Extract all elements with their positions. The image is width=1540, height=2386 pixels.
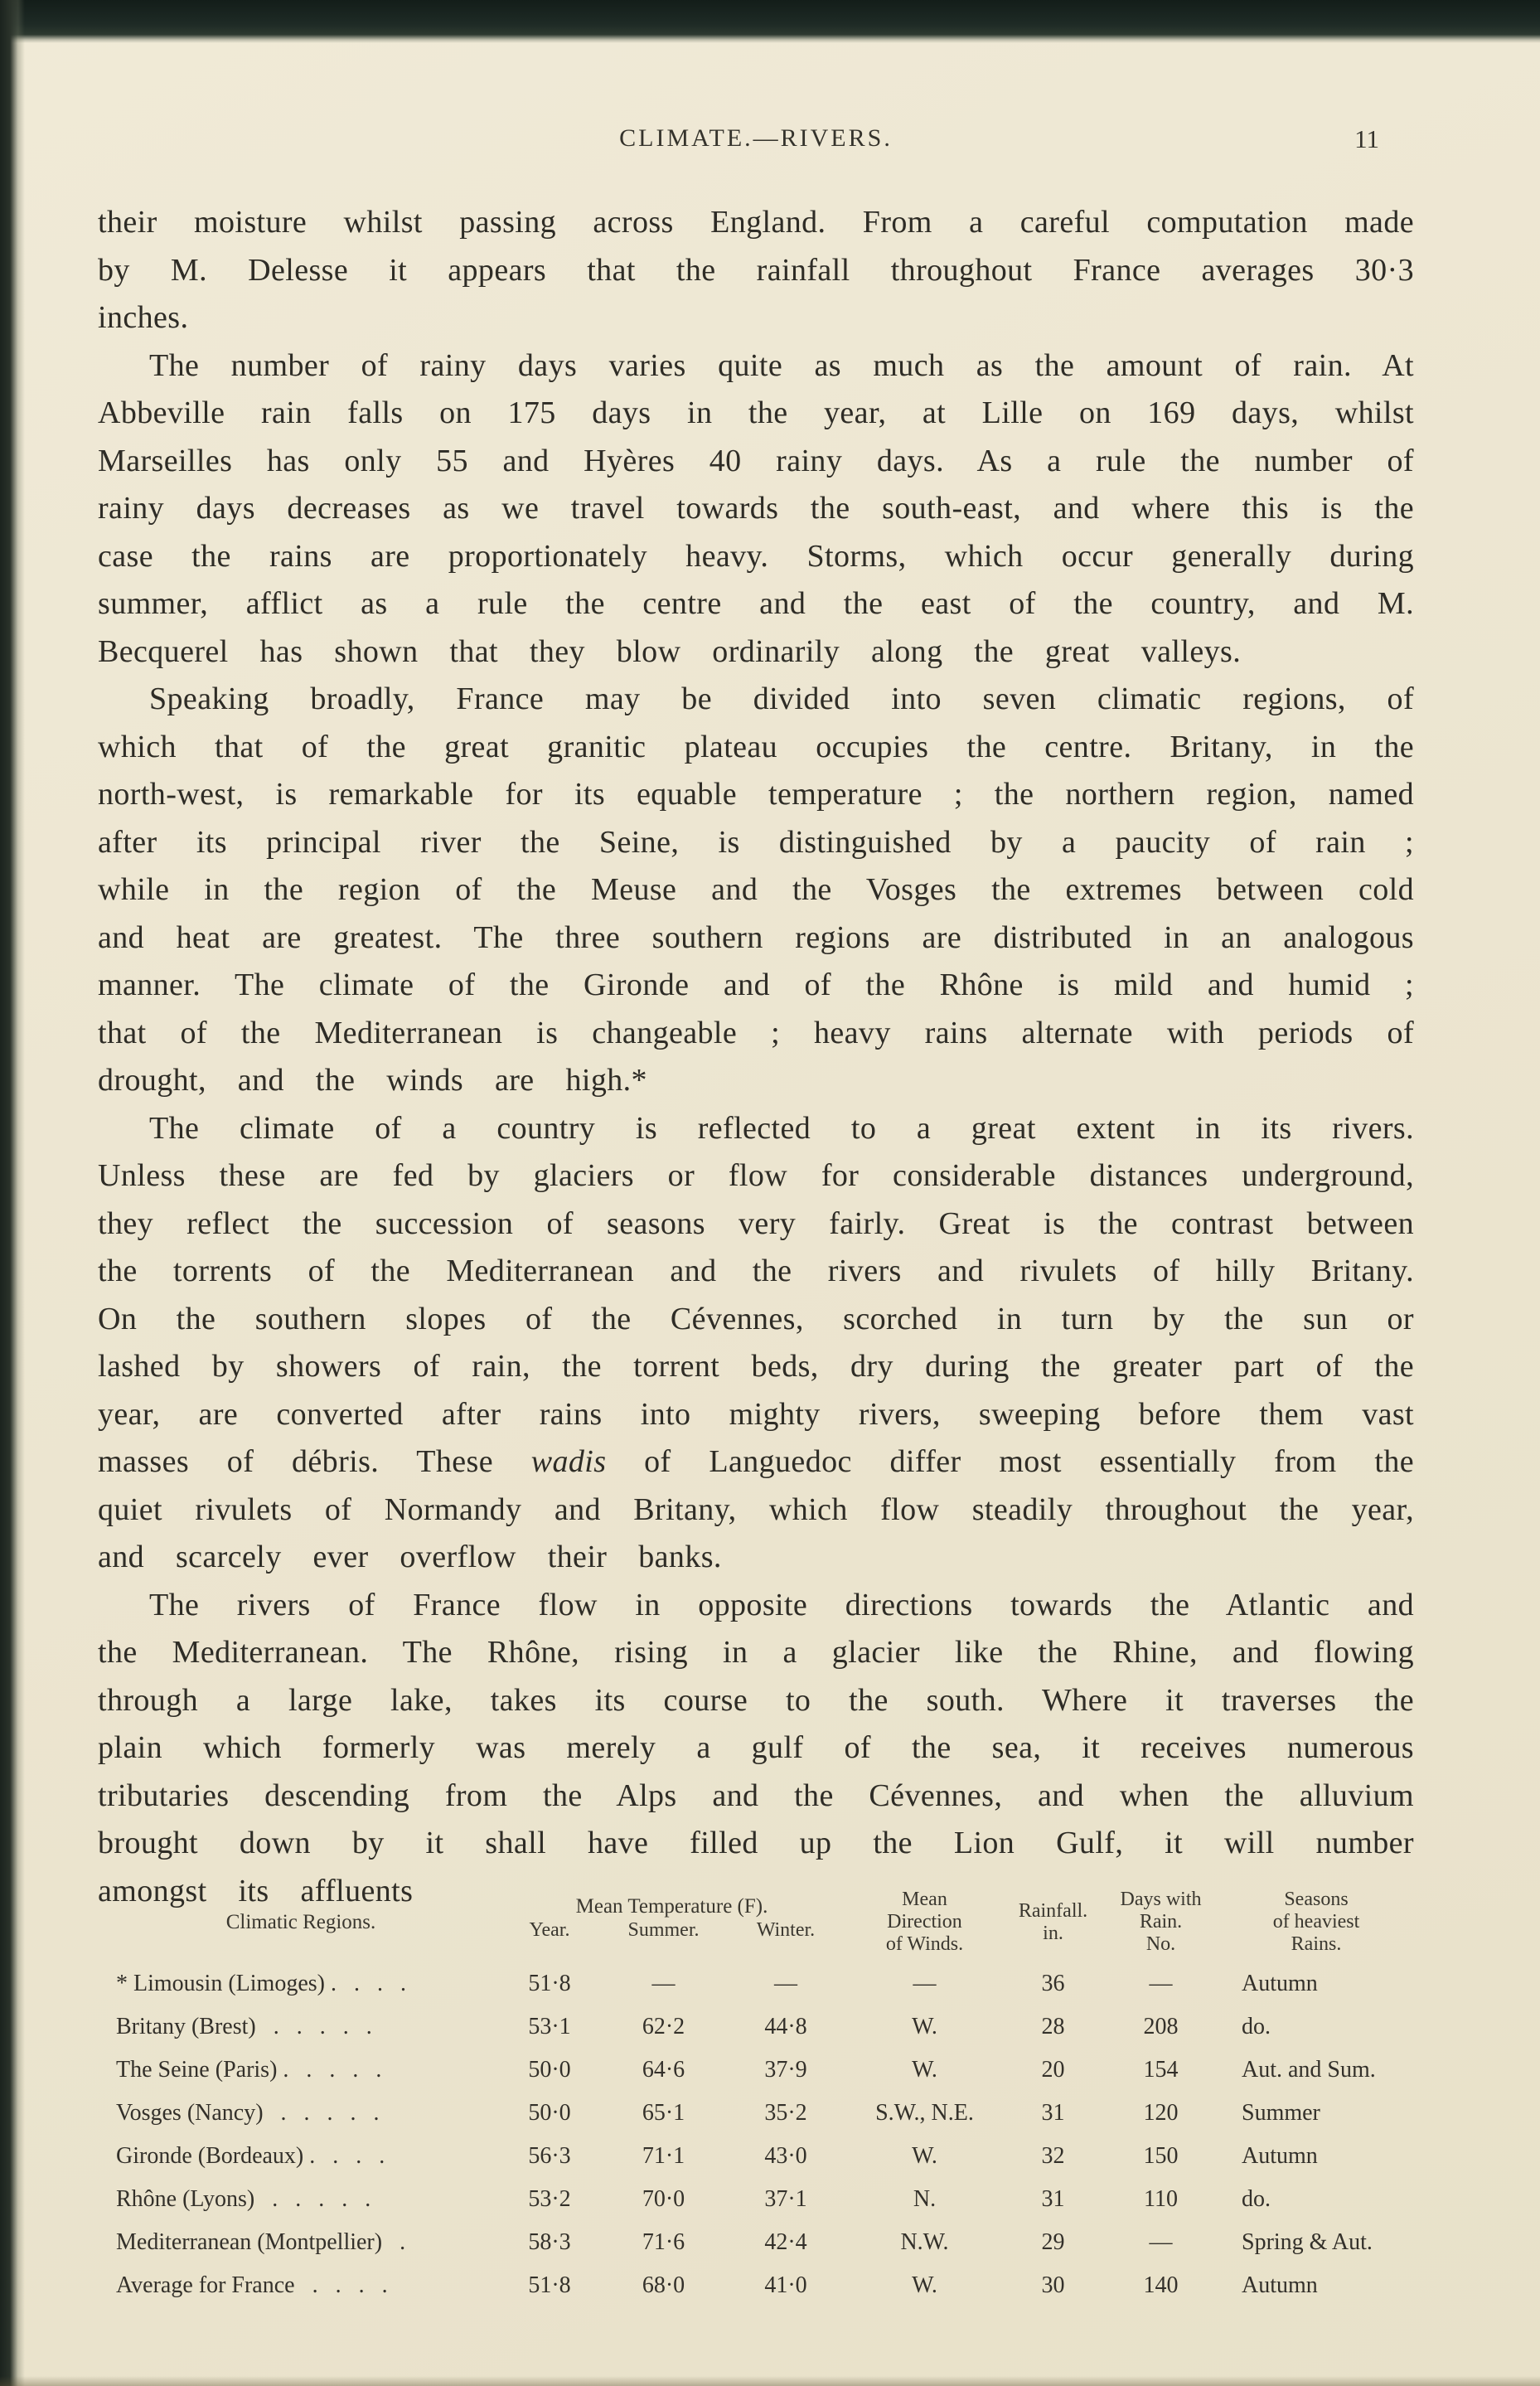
table-cell: 29 [1041,2229,1065,2255]
col-header-mean-temperature: Mean Temperature (F). [575,1894,768,1918]
table-cell: Gironde (Bordeaux) . . . . [116,2143,385,2169]
table-cell: W. [912,2014,937,2039]
paragraph: The number of rainy days varies quite as much as the amount of rain. At Abbeville rain falls on 175 days in the year, at Lille on 169 days, whilst Marseilles has only 55 and Hyères 40 rainy days. As a rule the number of rainy days decreases as we travel towards the south-east, and where this is the case the rains are proportionately heavy. Storms, which occur generally during summer, afflict as a rule the centre and the east of the country, and M. Becquerel has shown that they blow ordinarily along the great valleys. [98,347,1414,669]
table-cell: 62·2 [642,2014,685,2039]
table-cell: 208 [1143,2014,1179,2039]
table-cell: Summer [1242,2100,1320,2126]
table-row [106,2049,1416,2092]
table-cell: 35·2 [764,2100,807,2126]
table-cell: do. [1242,2186,1271,2212]
italic-term: wadis [530,1444,607,1479]
table-cell: 37·1 [764,2186,807,2212]
table-cell: Mediterranean (Montpellier) . [116,2229,406,2255]
body-text [98,199,1414,1915]
table-cell: 30 [1041,2272,1065,2298]
table-cell: 28 [1041,2014,1065,2039]
paragraph: their moisture whilst passing across England. From a careful computation made by M. Delesse it appears that the rainfall throughout France averages 30·3 inches. [98,205,1414,335]
table-cell: W. [912,2057,937,2083]
table-cell: 70·0 [642,2186,685,2212]
table-cell: 150 [1143,2143,1179,2169]
table-cell: Autumn [1242,2143,1318,2169]
scan-top-edge [0,0,1540,43]
table-cell: Autumn [1242,1971,1318,1996]
table-cell: 53·2 [528,2186,571,2212]
paragraph-segment: The climate of a country is reflected to a great extent in its rivers. Unless these are fed by glaciers or flow for considerable distances underground, they reflect the succession of seasons very fairly. Great is the contrast between the torrents of the Mediterranean and the rivers and rivulets of hilly Britany. On the southern slopes of the Cévennes, scorched in turn by the sun or lashed by showers of rain, the torrent beds, dry during the greater part of the year, are converted after rains into mighty rivers, sweeping before them vast masses of débris. These [98,1110,1414,1479]
table-cell: 68·0 [642,2272,685,2298]
table-cell: 140 [1143,2272,1179,2298]
climate-table-block [106,1889,1416,2307]
table-cell: Vosges (Nancy) . . . . . [116,2100,380,2126]
paragraph [98,1105,1414,1582]
climate-table-head [106,1889,1416,1956]
table-cell: N. [913,2186,937,2212]
table-row [106,1956,1416,2005]
col-header-climatic-regions: Climatic Regions. [225,1911,376,1933]
table-row [106,2092,1416,2135]
col-header-seasons: Seasons of heaviest Rains. [1272,1889,1360,1955]
table-cell: * Limousin (Limoges) . . . . [116,1971,406,1996]
table-cell: 36 [1041,1971,1065,1996]
paragraph-segment: of Languedoc differ most essentially from the quiet rivulets of Normandy and Britany, which flow steadily throughout the year, and scarcely ever overflow their banks. [98,1444,1414,1574]
table-cell: 51·8 [528,1971,571,1996]
running-title: CLIMATE.—RIVERS. [619,124,893,152]
table-cell: 42·4 [764,2229,807,2255]
table-cell: — [651,1971,676,1996]
table-cell: 41·0 [764,2272,807,2298]
climate-table-body [106,1956,1416,2307]
table-cell: Average for France . . . . [116,2272,388,2298]
table-cell: 120 [1143,2100,1179,2126]
table-cell: — [774,1971,797,1996]
table-row [106,2264,1416,2307]
table-cell: 50·0 [528,2100,571,2126]
table-cell: 56·3 [528,2143,571,2169]
table-cell: 154 [1143,2057,1179,2083]
table-cell: 71·1 [642,2143,685,2169]
table-cell: N.W. [900,2229,949,2255]
page-number: 11 [1354,124,1379,153]
col-header-wind-direction: Mean Direction of Winds. [885,1889,964,1955]
table-cell: Britany (Brest) . . . . . [116,2014,372,2039]
table-cell: 53·1 [528,2014,571,2039]
table-cell: 58·3 [528,2229,571,2255]
table-row [106,2135,1416,2178]
running-head [98,124,1414,159]
table-cell: Rhône (Lyons) . . . . . [116,2186,371,2212]
table-cell: 71·6 [642,2229,685,2255]
table-cell: 31 [1041,2100,1065,2126]
table-row [106,2178,1416,2221]
table-cell: Aut. and Sum. [1242,2057,1376,2083]
table-cell: — [1149,2229,1173,2255]
col-header-summer: Summer. [627,1918,700,1941]
paragraph: Speaking broadly, France may be divided into seven climatic regions, of which that of the great granitic plateau occupies the centre. Britany, in the north-west, is remarkable for its equable temperature ; the northern region, named after its principal river the Seine, is distinguished by a paucity of rain ; while in the region of the Meuse and the Vosges the extremes between cold and heat are greatest. The three southern regions are distributed in an analogous manner. The climate of the Gironde and of the Rhône is mild and humid ; that of the Mediterranean is changeable ; heavy rains alternate with periods of drought, and the winds are high.* [98,681,1414,1098]
table-cell: 64·6 [642,2057,685,2083]
table-cell: The Seine (Paris) . . . . . [116,2057,382,2083]
table-cell: Autumn [1242,2272,1318,2298]
table-cell: — [913,1971,937,1996]
table-cell: 20 [1041,2057,1065,2083]
paragraph: The rivers of France flow in opposite directions towards the Atlantic and the Mediterranean. The Rhône, rising in a glacier like the Rhine, and flowing through a large lake, takes its course to the south. Where it traverses the plain which formerly was merely a gulf of the sea, it receives numerous tributaries descending from the Alps and the Cévennes, and when the alluvium brought down by it shall have filled up the Lion Gulf, it will number amongst its affluents [98,1587,1414,1908]
scan-left-edge [0,0,25,2386]
table-cell: do. [1242,2014,1271,2039]
table-cell: 50·0 [528,2057,571,2083]
table-cell: 51·8 [528,2272,571,2298]
table-row [106,2221,1416,2264]
table-cell: 32 [1041,2143,1065,2169]
table-cell: Spring & Aut. [1242,2229,1373,2255]
table-cell: 37·9 [764,2057,807,2083]
table-cell: — [1149,1971,1173,1996]
table-cell: 65·1 [642,2100,685,2126]
table-cell: 43·0 [764,2143,807,2169]
table-cell: S.W., N.E. [875,2100,974,2126]
table-row [106,2005,1416,2049]
table-cell: W. [912,2272,937,2298]
col-header-rain-days: Days with Rain. No. [1120,1889,1202,1955]
table-cell: 44·8 [764,2014,807,2039]
climate-regions-table [106,1889,1416,2307]
scan-bottom-edge [0,2376,1540,2386]
table-cell: 110 [1144,2186,1178,2212]
col-header-rainfall: Rainfall. in. [1018,1899,1088,1944]
table-cell: W. [912,2143,937,2169]
table-cell: 31 [1041,2186,1065,2212]
col-header-year: Year. [529,1918,570,1941]
col-header-winter: Winter. [756,1918,816,1941]
